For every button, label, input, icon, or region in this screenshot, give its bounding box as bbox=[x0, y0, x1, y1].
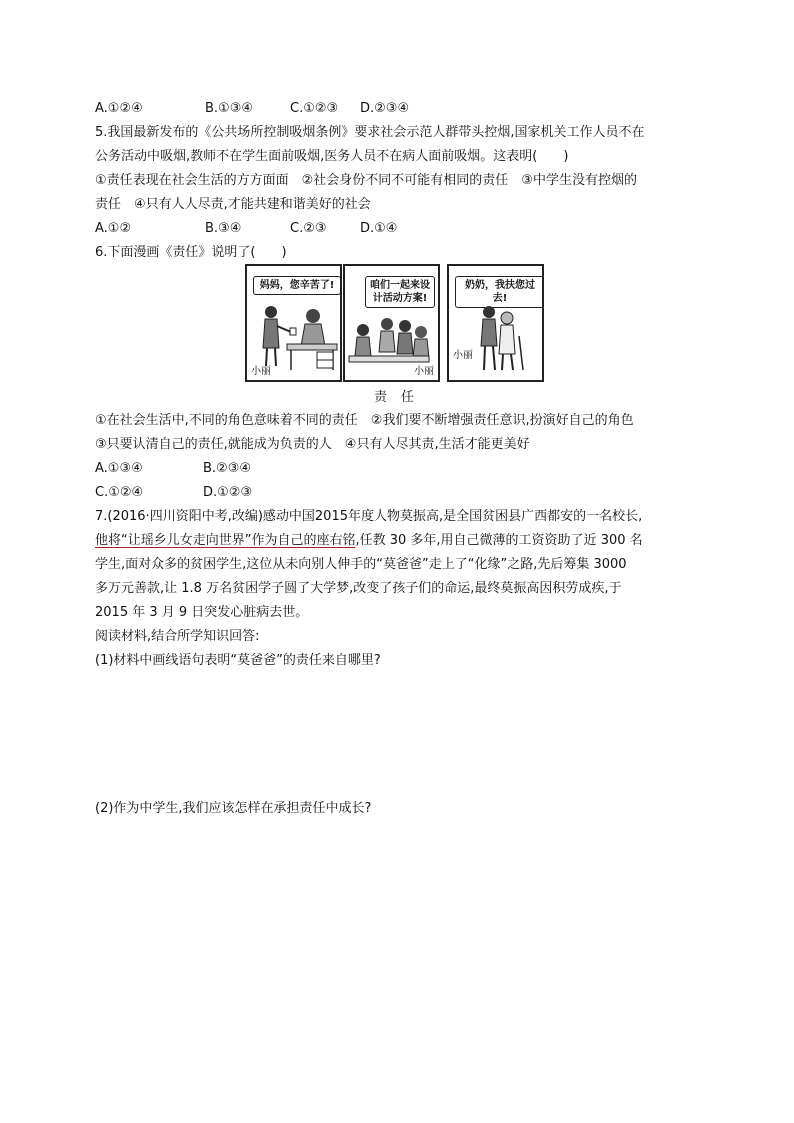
q7-line3: 学生,面对众多的贫困学生,这位从未向别人伸手的“莫爸爸”走上了“化缘”之路,先后筹集 3000 bbox=[95, 557, 627, 572]
underlined-sentence: 他将“让瑶乡儿女走向世界”作为自己的座右铭 bbox=[95, 533, 356, 548]
option-c: C.①②④ bbox=[95, 485, 144, 500]
q6-stem: 6.下面漫画《责任》说明了( ) bbox=[95, 245, 287, 260]
speech-bubble: 奶奶，我扶您过去! bbox=[455, 276, 544, 308]
comic-strip bbox=[245, 264, 550, 384]
option-a: A.①②④ bbox=[95, 101, 143, 116]
character-name: 小丽 bbox=[453, 350, 473, 361]
character-name: 小丽 bbox=[414, 366, 434, 377]
q7-line2-rest: ,任教 30 多年,用自己微薄的工资资助了近 300 名 bbox=[355, 533, 643, 548]
q7-subquestion-1: (1)材料中画线语句表明“莫爸爸”的责任来自哪里? bbox=[95, 653, 381, 668]
q6-statement-line1: ①在社会生活中,不同的角色意味着不同的责任 ②我们要不断增强责任意识,扮演好自己的角色 bbox=[95, 413, 634, 428]
q7-line2 bbox=[95, 531, 643, 551]
comic-panel-3 bbox=[447, 264, 544, 382]
option-d: D.①②③ bbox=[203, 485, 253, 500]
q5-stem-line2: 公务活动中吸烟,教师不在学生面前吸烟,医务人员不在病人面前吸烟。这表明( ) bbox=[95, 149, 569, 164]
comic-panel-2 bbox=[343, 264, 440, 382]
option-c: C.①②③ bbox=[290, 101, 339, 116]
option-d: D.①④ bbox=[360, 221, 398, 236]
q5-stem-line1: 5.我国最新发布的《公共场所控制吸烟条例》要求社会示范人群带头控烟,国家机关工作人员不在 bbox=[95, 125, 645, 140]
option-b: B.③④ bbox=[205, 221, 242, 236]
q7-subquestion-2: (2)作为中学生,我们应该怎样在承担责任中成长? bbox=[95, 801, 372, 816]
q5-statement-line2: 责任 ④只有人人尽责,才能共建和谐美好的社会 bbox=[95, 197, 371, 212]
option-a: A.①③④ bbox=[95, 461, 143, 476]
option-d: D.②③④ bbox=[360, 101, 410, 116]
speech-bubble: 咱们一起来设计活动方案! bbox=[365, 276, 435, 308]
q7-line4: 多万元善款,让 1.8 万名贫困学子圆了大学梦,改变了孩子们的命运,最终莫振高因积劳成疾,于 bbox=[95, 581, 622, 596]
q7-instruction: 阅读材料,结合所学知识回答: bbox=[95, 629, 260, 644]
comic-title: 责任 bbox=[374, 390, 429, 405]
q7-line5: 2015 年 3 月 9 日突发心脏病去世。 bbox=[95, 605, 309, 620]
speech-bubble: 妈妈，您辛苦了! bbox=[253, 276, 341, 295]
q5-statement-line1: ①责任表现在社会生活的方方面面 ②社会身份不同不可能有相同的责任 ③中学生没有控烟的 bbox=[95, 173, 637, 188]
illustration-grandma bbox=[449, 266, 542, 380]
q6-statement-line2: ③只要认清自己的责任,就能成为负责的人 ④只有人尽其责,生活才能更美好 bbox=[95, 437, 530, 452]
q7-line1: 7.(2016·四川资阳中考,改编)感动中国2015年度人物莫振高,是全国贫困县广西都安的一名校长, bbox=[95, 509, 643, 524]
option-b: B.②③④ bbox=[203, 461, 252, 476]
option-c: C.②③ bbox=[290, 221, 327, 236]
option-a: A.①② bbox=[95, 221, 132, 236]
comic-panel-1 bbox=[245, 264, 342, 382]
character-name: 小丽 bbox=[251, 366, 271, 377]
option-b: B.①③④ bbox=[205, 101, 254, 116]
